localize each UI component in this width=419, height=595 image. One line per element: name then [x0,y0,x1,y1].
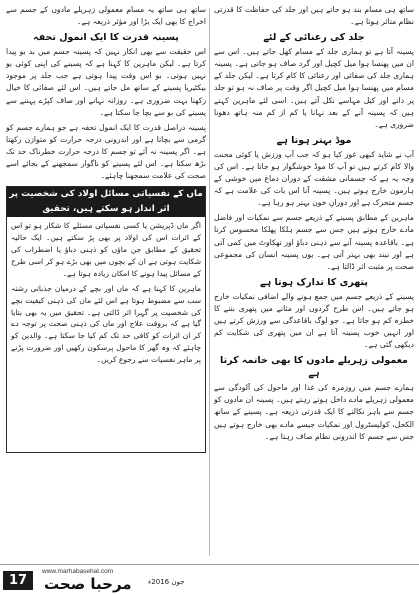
section-heading: پسینہ قدرت کا ایک انمول تحفہ [33,32,179,44]
research-article-box [6,186,206,453]
paragraph: ساتھ ہی ساتھ یہ مسام معمولی زہریلے مادوں کے جسم سے اخراج کا بھی ایک بڑا اور مؤثر ذریعہ ہے۔ [6,5,206,27]
paragraph: ہمارے جسم میں روزمرہ کی غذا اور ماحول کی آلودگی سے معمولی زہریلے مادے داخل ہوتے رہتے ہیں۔ پسینہ ان مادوں کو جسم سے باہر نکالنے کا ایک قدرتی ذریعہ ہے۔ پسینے کے ساتھ الکحل، کولیسٹرول اور نمکیات جیسے مادے بھی خارج ہوتے ہیں جس سے جسم کا اندرونی نظام صاف رہتا ہے۔ [214,383,414,441]
column-divider [209,8,210,556]
paragraph: ماہرین کا کہنا ہے کہ ماں اور بچے کے درمیان جذباتی رشتہ سب سے مضبوط ہوتا ہے اس لئے ماں کی ذہنی کیفیت بچے کی شخصیت پر گہرا اثر ڈالتی ہے۔ تحقیق میں یہ بھی بتایا گیا ہے کہ بروقت علاج اور ماں کی ذہنی صحت پر توجہ دے کر ان اثرات کو کافی حد تک کم کیا جا سکتا ہے۔ والدین کو چاہئے کہ وہ گھر کا ماحول پرسکون رکھیں اور ضرورت پڑنے پر ماہر نفسیات سے رجوع کریں۔ [11,283,201,365]
paragraph: اگر ماں ڈپریشن یا کسی نفسیاتی مسئلے کا شکار ہو تو اس کے اثرات اس کی اولاد پر بھی پڑ سکتے ہیں۔ ایک حالیہ تحقیق کے مطابق جن ماؤں کو ذہنی دباؤ یا اضطراب کی شکایت ہوتی ہے ان کے بچوں میں بھی بڑے ہو کر اسی طرح کے مسائل پیدا ہونے کا امکان زیادہ ہوتا ہے۔ [11,221,201,278]
right-column [214,4,414,564]
section-heading: معمولی زہریلے مادوں کا بھی خاتمہ کرتا ہے [220,355,408,380]
section-heading: پتھری کا تدارک ہوتا ہے [260,276,368,288]
page-number: 17 [3,571,33,590]
box-title: ماں کے نفسیاتی مسائل اولاد کی شخصیت پر اثر انداز ہو سکتے ہیں، تحقیق [7,187,205,217]
paragraph: ساتھ ہی مسام بند ہو جاتے ہیں اور جلد کی حفاظت کا قدرتی نظام متاثر ہوتا ہے۔ [214,5,414,27]
paragraph: آپ نے شاید کبھی غور کیا ہو کہ جب آپ ورزش یا کوئی محنت والا کام کرتے ہیں تو آپ کا موڈ خوشگوار ہو جاتا ہے۔ اس کی وجہ یہ ہے کہ جسمانی مشقت کے دوران دماغ میں خوشی کے ہارمون خارج ہوتے ہیں۔ پسینہ آنا اس بات کی علامت ہے کہ جسم متحرک ہے اور دورانِ خون بہتر ہو رہا ہے۔ [214,149,414,208]
paragraph: پسینے کے ذریعے جسم میں جمع ہونے والے اضافی نمکیات خارج ہو جاتے ہیں۔ اس طرح گردوں اور مثانے میں پتھری بننے کا خطرہ کم ہو جاتا ہے۔ جو لوگ باقاعدگی سے ورزش کرتے ہیں اور انہیں خوب پسینہ آتا ہے ان میں پتھری کی شکایت کم دیکھی گئی ہے۔ [214,291,414,350]
page-footer [0,564,419,595]
section-heading: جلد کی رعنائی کے لئے [263,32,365,44]
paragraph: اس حقیقت سے بھی انکار نہیں کہ پسینہ جسم میں بد بو پیدا کرتا ہے۔ لیکن ماہرین کا کہنا ہے کہ پسینے کی اپنی کوئی بو نہیں ہوتی۔ بو اس وقت پیدا ہوتی ہے جب جلد پر موجود بیکٹیریا پسینے کے ساتھ مل جاتے ہیں۔ اس لئے صفائی کا خیال رکھنا بہت ضروری ہے۔ روزانہ نہانے اور صاف کپڑے پہننے سے پسینے کی بو سے بچا جا سکتا ہے۔ [6,47,206,117]
website-url[interactable]: www.marhabasehat.com [42,568,114,575]
left-column [6,4,206,564]
section-heading: موڈ بہتر ہوتا ہے [276,134,352,146]
paragraph: پسینہ آتا ہے تو ہماری جلد کے مسام کھل جاتے ہیں۔ اس سے ان میں پھنسا ہوا میل کچیل اور گرد صاف ہو جاتی ہے۔ پسینہ ہماری جلد کی صفائی اور رعنائی کا کام کرتا ہے۔ لیکن جلد کے مسام میں پھنسا ہوا میل کچیل اگر وقت پر صاف نہ ہو تو جلد پر دانے اور کیل مہاسے نکل آتے ہیں۔ اسی لئے ماہرین کہتے ہیں کہ پسینہ آنے کے بعد نہانا یا کم از کم منہ ہاتھ دھونا ضروری ہے۔ [214,47,414,129]
magazine-logo: مرحبا صحت [44,575,132,593]
paragraph: پسینہ دراصل قدرت کا ایک انمول تحفہ ہے جو ہمارے جسم کو گرمی سے بچاتا ہے اور اندرونی درجہ حرارت کو متوازن رکھتا ہے۔ اگر پسینہ نہ آئے تو جسم کا درجہ حرارت خطرناک حد تک بڑھ سکتا ہے۔ اس لئے پسینے کو ناگوار سمجھنے کے بجائے اسے صحت کی علامت سمجھنا چاہئے۔ [6,122,206,181]
issue-date: جون 2016ء [148,578,185,586]
paragraph: ماہرین کے مطابق پسینے کے ذریعے جسم سے نمکیات اور فاضل مادے خارج ہوتے ہیں جس سے جسم ہلکا پھلکا محسوس کرتا ہے۔ باقاعدہ پسینہ آنے سے ذہنی دباؤ اور تھکاوٹ میں کمی آتی ہے اور نیند بھی بہتر آتی ہے۔ یوں پسینہ انسان کی مجموعی صحت پر مثبت اثر ڈالتا ہے۔ [214,213,414,271]
